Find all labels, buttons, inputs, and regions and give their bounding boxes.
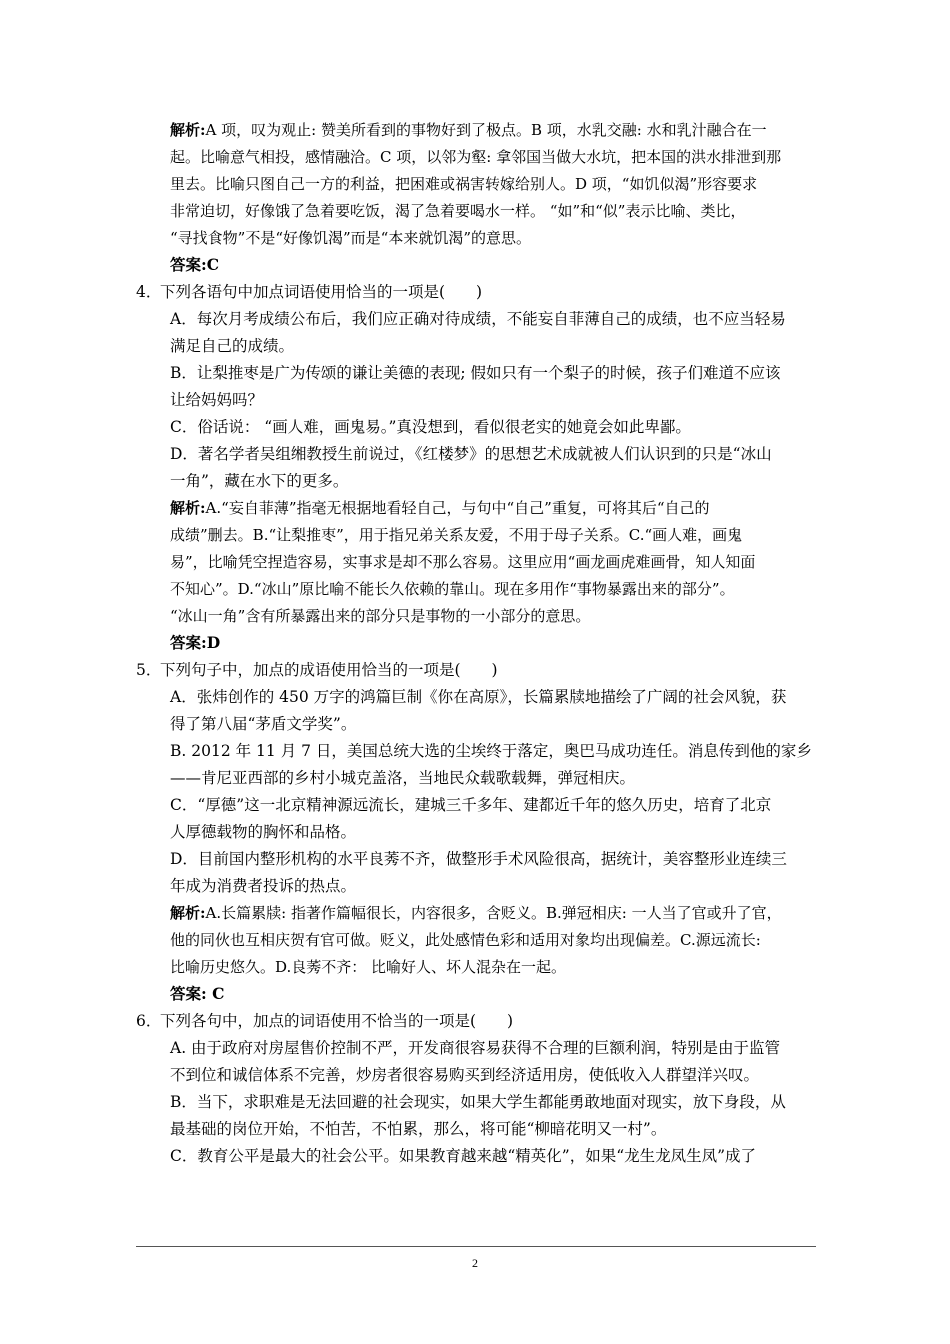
q5-option-line: B. 2012 年 11 月 7 日，美国总统大选的尘埃终于落定，奥巴马成功连任。消息传到他的家乡 xyxy=(170,742,812,760)
q4-option-line: B．让梨推枣是广为传颂的谦让美德的表现; 假如只有一个梨子的时候，孩子们难道不应该 xyxy=(170,364,781,382)
q4-analysis-line: “冰山一角”含有所暴露出来的部分只是事物的一小部分的意思。 xyxy=(170,607,591,625)
q4-option-line: 一角”，藏在水下的更多。 xyxy=(170,472,349,490)
q4-analysis-line: 解析:A.“妄自菲薄”指毫无根据地看轻自己，与句中“自己”重复，可将其后“自己的 xyxy=(170,499,710,517)
q6-option-line: 最基础的岗位开始，不怕苦，不怕累，那么，将可能“柳暗花明又一村”。 xyxy=(170,1120,667,1138)
q5-analysis-line: 解析:A.长篇累牍: 指著作篇幅很长，内容很多，含贬义。B.弹冠相庆: 一人当了官或升了官， xyxy=(170,904,782,922)
page-content xyxy=(136,118,816,1171)
q4-analysis-line: 易”，比喻凭空捏造容易，实事求是却不那么容易。这里应用“画龙画虎难画骨，知人知面 xyxy=(170,553,756,571)
q6-stem: 6．下列各句中，加点的词语使用不恰当的一项是( ) xyxy=(136,1012,514,1030)
q5-option-line: 年成为消费者投诉的热点。 xyxy=(170,877,357,895)
q5-option-line: ——肯尼亚西部的乡村小城克盖洛，当地民众载歌载舞，弹冠相庆。 xyxy=(170,769,636,787)
q4-answer: 答案:D xyxy=(170,633,221,652)
q4-option-line: D．著名学者吴组缃教授生前说过，《红楼梦》的思想艺术成就被人们认识到的只是“冰山 xyxy=(170,445,772,463)
q5-stem: 5．下列句子中，加点的成语使用恰当的一项是( ) xyxy=(136,661,498,679)
q3-analysis-line: 非常迫切，好像饿了急着要吃饭，渴了急着要喝水一样。 “如”和“似”表示比喻、类比， xyxy=(170,202,746,220)
q4-option-line: 让给妈妈吗？ xyxy=(170,391,264,409)
q5-analysis-line: 他的同伙也互相庆贺有官可做。贬义，此处感情色彩和适用对象均出现偏差。C.源远流长: xyxy=(170,931,761,949)
q6-option-line: 不到位和诚信体系不完善，炒房者很容易购买到经济适用房，使低收入人群望洋兴叹。 xyxy=(170,1066,760,1084)
q5-option-line: C．“厚德”这一北京精神源远流长，建城三千多年、建都近千年的悠久历史，培育了北京 xyxy=(170,796,772,814)
q6-option-line: B．当下，求职难是无法回避的社会现实，如果大学生都能勇敢地面对现实，放下身段，从 xyxy=(170,1093,786,1111)
q3-analysis-line: 起。比喻意气相投，感情融洽。C 项，以邻为壑: 拿邻国当做大水坑，把本国的洪水排泄到那 xyxy=(170,148,782,166)
q5-analysis-line: 比喻历史悠久。D.良莠不齐： 比喻好人、坏人混杂在一起。 xyxy=(170,958,567,976)
page-number: 2 xyxy=(472,1256,478,1270)
q4-option-line: A．每次月考成绩公布后，我们应正确对待成绩，不能妄自菲薄自己的成绩，也不应当轻易 xyxy=(170,310,786,328)
q4-analysis-line: 成绩”删去。B.“让梨推枣”，用于指兄弟关系友爱，不用于母子关系。C.“画人难，画鬼 xyxy=(170,526,743,544)
q6-option-line: C．教育公平是最大的社会公平。如果教育越来越“精英化”，如果“龙生龙凤生凤”成了 xyxy=(170,1147,757,1165)
analysis-label: 解析: xyxy=(170,121,206,139)
footer-divider xyxy=(136,1246,816,1247)
q5-answer: 答案: C xyxy=(170,984,225,1003)
q5-option-line: D．目前国内整形机构的水平良莠不齐，做整形手术风险很高，据统计，美容整形业连续三 xyxy=(170,850,787,868)
q6-option-line: A. 由于政府对房屋售价控制不严，开发商很容易获得不合理的巨额利润，特别是由于监管 xyxy=(170,1039,781,1057)
q4-stem: 4．下列各语句中加点词语使用恰当的一项是( ) xyxy=(136,283,483,301)
q4-analysis-line: 不知心”。D.“冰山”原比喻不能长久依赖的靠山。现在多用作“事物暴露出来的部分”。 xyxy=(170,580,735,598)
q3-analysis-line: 解析:A 项，叹为观止: 赞美所看到的事物好到了极点。B 项，水乳交融: 水和乳汁融合在一 xyxy=(170,121,767,139)
q5-option-line: 人厚德载物的胸怀和品格。 xyxy=(170,823,357,841)
q3-answer: 答案:C xyxy=(170,255,220,274)
q3-analysis-line: 里去。比喻只图自己一方的利益，把困难或祸害转嫁给别人。D 项，“如饥似渴”形容要求 xyxy=(170,175,758,193)
analysis-label: 解析: xyxy=(170,499,206,517)
q3-analysis-line: “寻找食物”不是“好像饥渴”而是“本来就饥渴”的意思。 xyxy=(170,229,532,247)
q4-option-line: C．俗话说： “画人难，画鬼易。”真没想到，看似很老实的她竟会如此卑鄙。 xyxy=(170,418,691,436)
q5-option-line: 得了第八届“茅盾文学奖”。 xyxy=(170,715,357,733)
q5-option-line: A．张炜创作的 450 万字的鸿篇巨制《你在高原》，长篇累牍地描绘了广阔的社会风貌，获 xyxy=(170,688,787,706)
analysis-label: 解析: xyxy=(170,904,206,922)
q4-option-line: 满足自己的成绩。 xyxy=(170,337,295,355)
